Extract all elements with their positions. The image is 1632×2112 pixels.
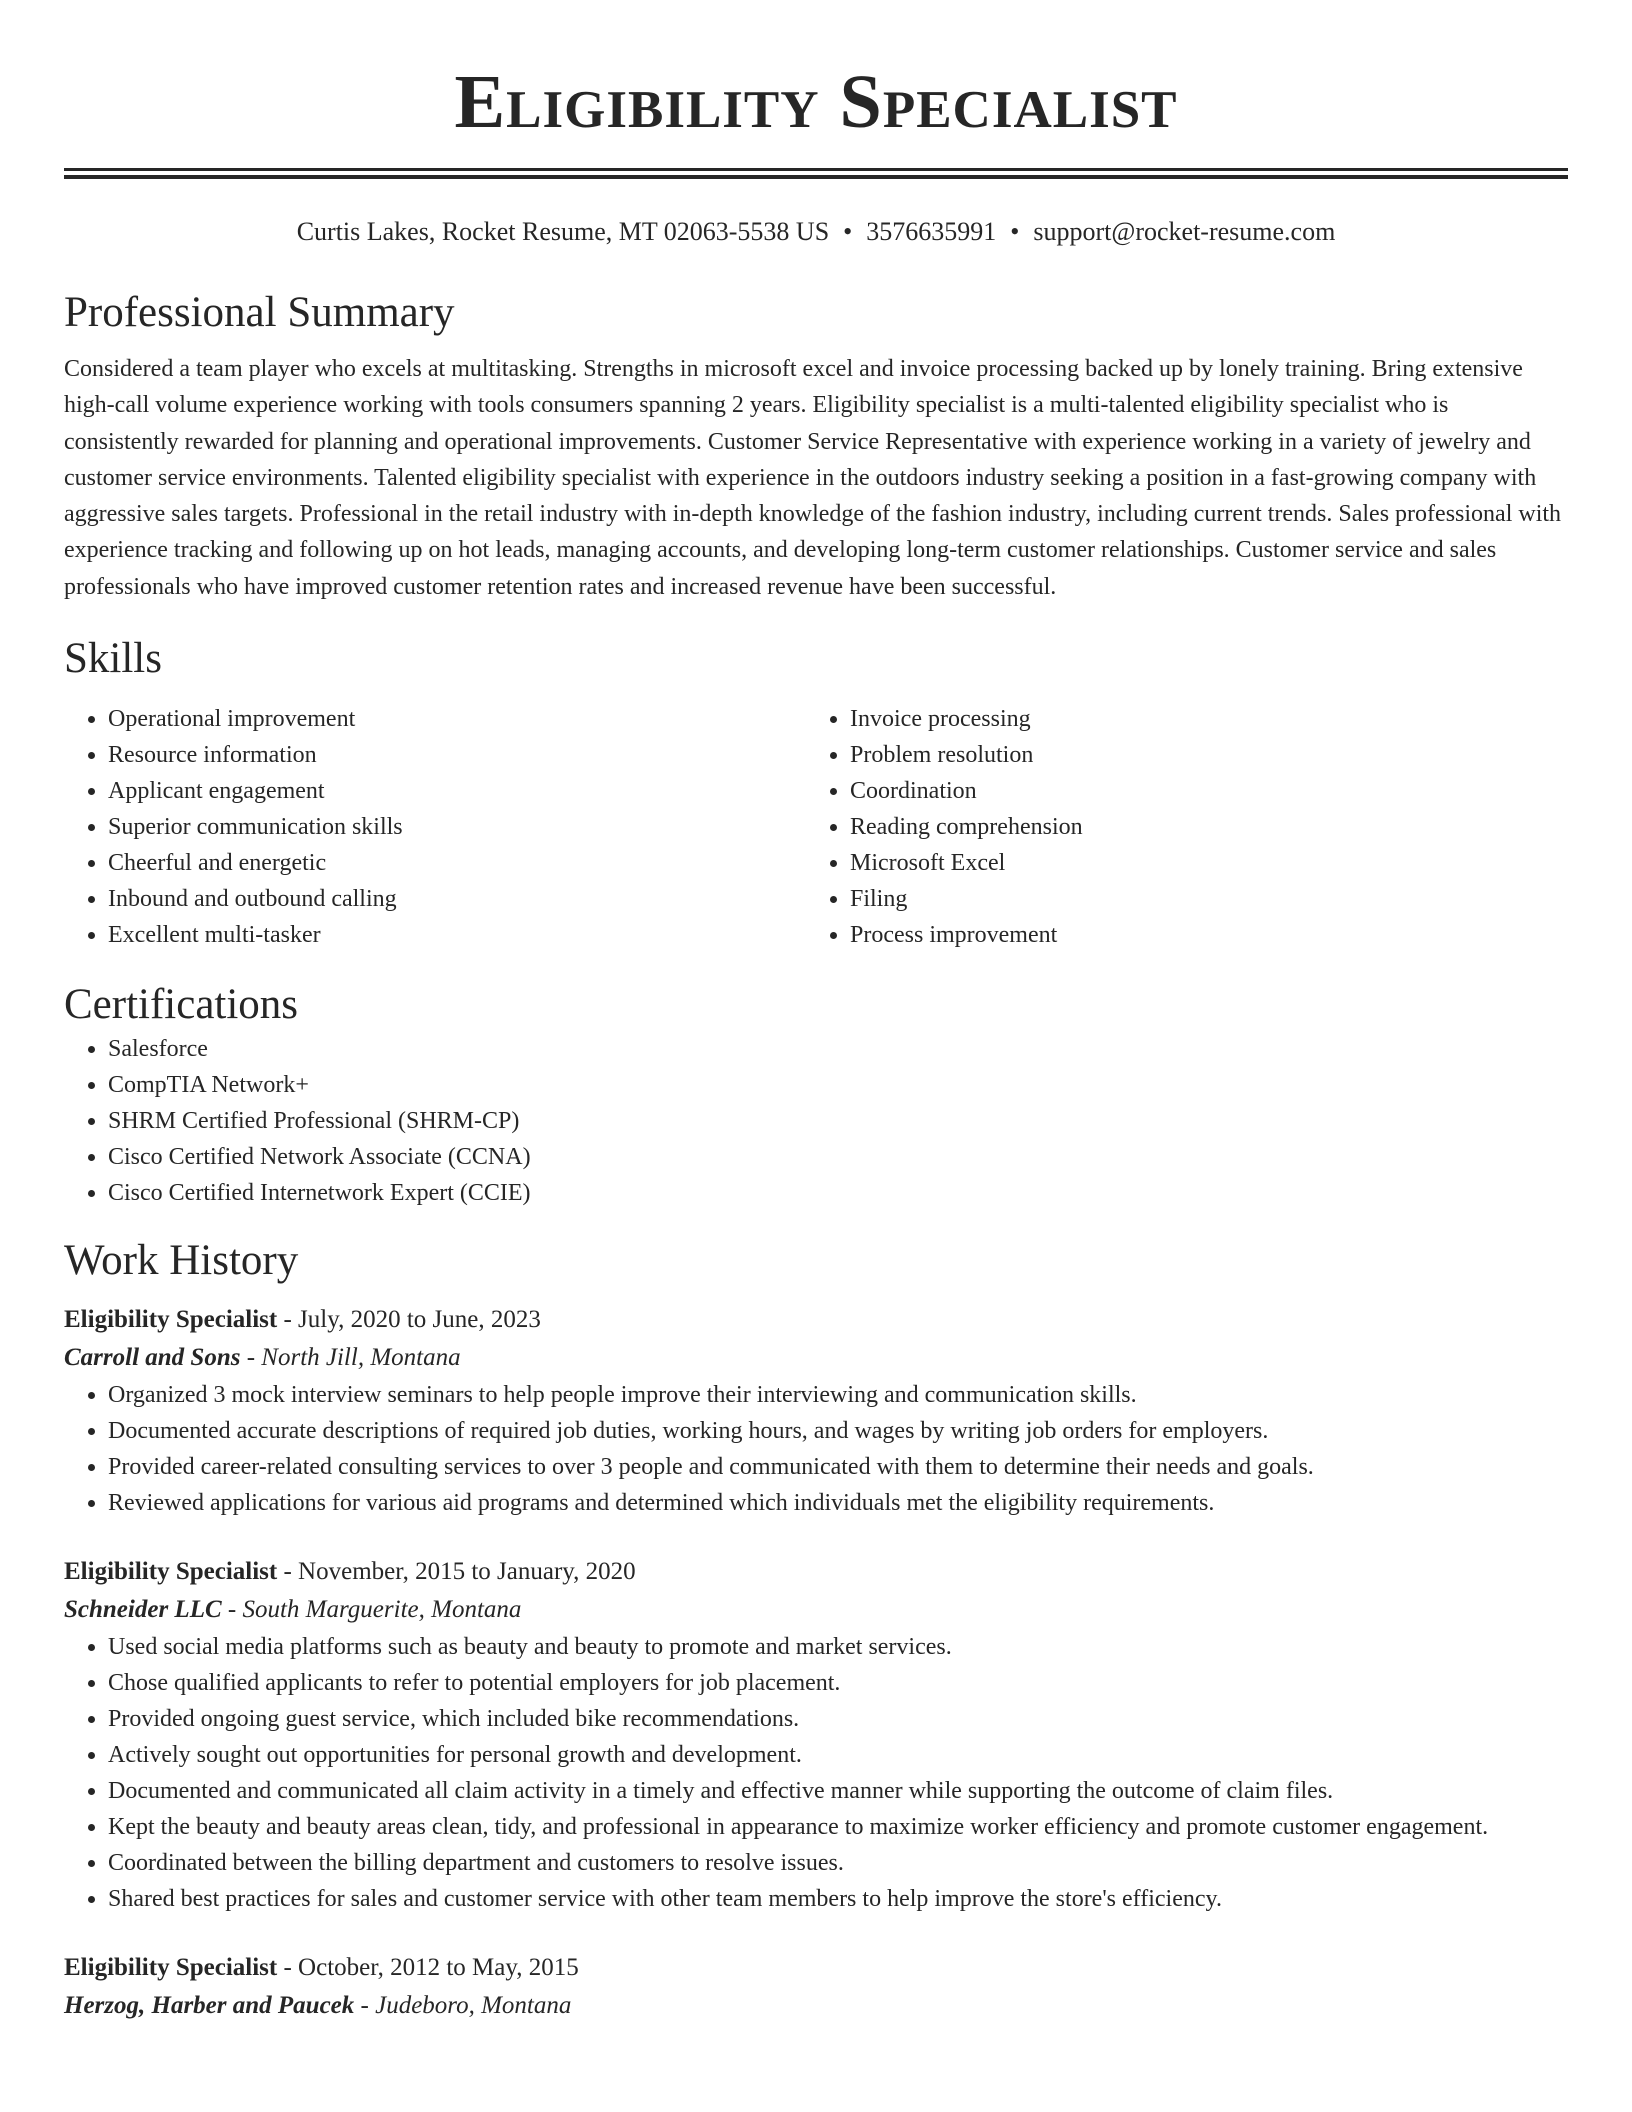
job-dates: - October, 2012 to May, 2015 [277,1954,579,1982]
contact-address: Curtis Lakes, Rocket Resume, MT 02063-5538 US [296,217,830,246]
skills-heading: Skills [64,635,162,683]
skills-grid [64,701,1568,953]
job-company: Schneider LLC [64,1596,222,1624]
contact-line [64,215,1568,249]
certifications-heading: Certifications [64,981,299,1029]
job-duties-list [64,1629,1568,1917]
certification-item: • Cisco Certified Network Associate (CCNA) [108,1139,1568,1175]
job-location: - Judeboro, Montana [354,1992,572,2020]
work-history-heading: Work History [64,1237,299,1285]
skill-item: • Reading comprehension [850,809,1548,845]
skill-item: • Excellent multi-tasker [108,917,806,953]
job-role: Eligibility Specialist [64,1954,278,1982]
skills-column-right [806,701,1548,953]
summary-heading: Professional Summary [64,289,455,336]
job-dates: - November, 2015 to January, 2020 [277,1558,636,1586]
job-duty: • Reviewed applications for various aid programs and determined which individuals met the eligibility requirements. [108,1485,1568,1521]
job-duty: • Organized 3 mock interview seminars to help people improve their interviewing and communication skills. [108,1377,1568,1413]
contact-email: support@rocket-resume.com [1033,217,1336,246]
skill-item: • Process improvement [850,917,1548,953]
job-company: Carroll and Sons [64,1344,241,1372]
skill-item: • Resource information [108,737,806,773]
skill-item: • Inbound and outbound calling [108,881,806,917]
certification-item: • CompTIA Network+ [108,1067,1568,1103]
job-company: Herzog, Harber and Paucek [64,1992,355,2020]
skill-item: • Applicant engagement [108,773,806,809]
job-entry [64,1301,1568,1521]
job-duty: • Documented and communicated all claim activity in a timely and effective manner while supporting the outcome of claim files. [108,1773,1568,1809]
certification-item: • Salesforce [108,1031,1568,1067]
skill-item: • Invoice processing [850,701,1548,737]
job-header [64,1301,1568,1339]
skill-item: • Filing [850,881,1548,917]
job-location: - South Marguerite, Montana [221,1596,522,1624]
title-divider [64,168,1568,179]
job-role: Eligibility Specialist [64,1306,278,1334]
job-duty: • Documented accurate descriptions of required job duties, working hours, and wages by writing job orders for employers. [108,1413,1568,1449]
certifications-list [64,1031,1568,1211]
job-duty: • Shared best practices for sales and customer service with other team members to help improve the store's efficiency. [108,1881,1568,1917]
job-duties-list [64,1377,1568,1521]
job-role: Eligibility Specialist [64,1558,278,1586]
job-duty: • Provided career-related consulting services to over 3 people and communicated with them to determine their needs and goals. [108,1449,1568,1485]
skills-column-left [64,701,806,953]
job-company-line [64,1987,1568,2025]
job-duty: • Provided ongoing guest service, which included bike recommendations. [108,1701,1568,1737]
job-entry [64,1553,1568,1917]
contact-separator: • [1010,217,1020,246]
job-header [64,1553,1568,1591]
skill-item: • Superior communication skills [108,809,806,845]
job-dates: - July, 2020 to June, 2023 [277,1306,541,1334]
skill-item: • Problem resolution [850,737,1548,773]
contact-phone: 3576635991 [866,217,997,246]
job-duty: • Actively sought out opportunities for personal growth and development. [108,1737,1568,1773]
job-company-line [64,1591,1568,1629]
certification-item: • SHRM Certified Professional (SHRM-CP) [108,1103,1568,1139]
job-duty: • Used social media platforms such as beauty and beauty to promote and market services. [108,1629,1568,1665]
job-location: - North Jill, Montana [240,1344,461,1372]
job-duty: • Chose qualified applicants to refer to potential employers for job placement. [108,1665,1568,1701]
job-company-line [64,1339,1568,1377]
resume-title: Eligibility Specialist [454,60,1178,144]
job-duty: • Coordinated between the billing department and customers to resolve issues. [108,1845,1568,1881]
skill-item: • Cheerful and energetic [108,845,806,881]
skill-item: • Microsoft Excel [850,845,1548,881]
job-duty: • Kept the beauty and beauty areas clean, tidy, and professional in appearance to maximize worker efficiency and promote customer engagement. [108,1809,1568,1845]
job-header [64,1949,1568,1987]
skill-item: • Operational improvement [108,701,806,737]
certification-item: • Cisco Certified Internetwork Expert (CCIE) [108,1175,1568,1211]
contact-separator: • [843,217,853,246]
skill-item: • Coordination [850,773,1548,809]
summary-text: Considered a team player who excels at multitasking. Strengths in microsoft excel and invoice processing backed up by lonely training. Bring extensive high-call volume experience working with tools consumers spanning 2 years. Eligibility specialist is a multi-talented eligibility specialist who is consistently rewarded for planning and operational improvements. Customer Service Representative with experience working in a variety of jewelry and customer service environments. Talented eligibility specialist with experience in the outdoors industry seeking a position in a fast-growing company with aggressive sales targets. Professional in the retail industry with in-depth knowledge of the fashion industry, including current trends. Sales professional with experience tracking and following up on hot leads, managing accounts, and developing long-term customer relationships. Customer service and sales professionals who have improved customer retention rates and increased revenue have been successful. [64,356,1562,600]
job-entry [64,1949,1568,2025]
